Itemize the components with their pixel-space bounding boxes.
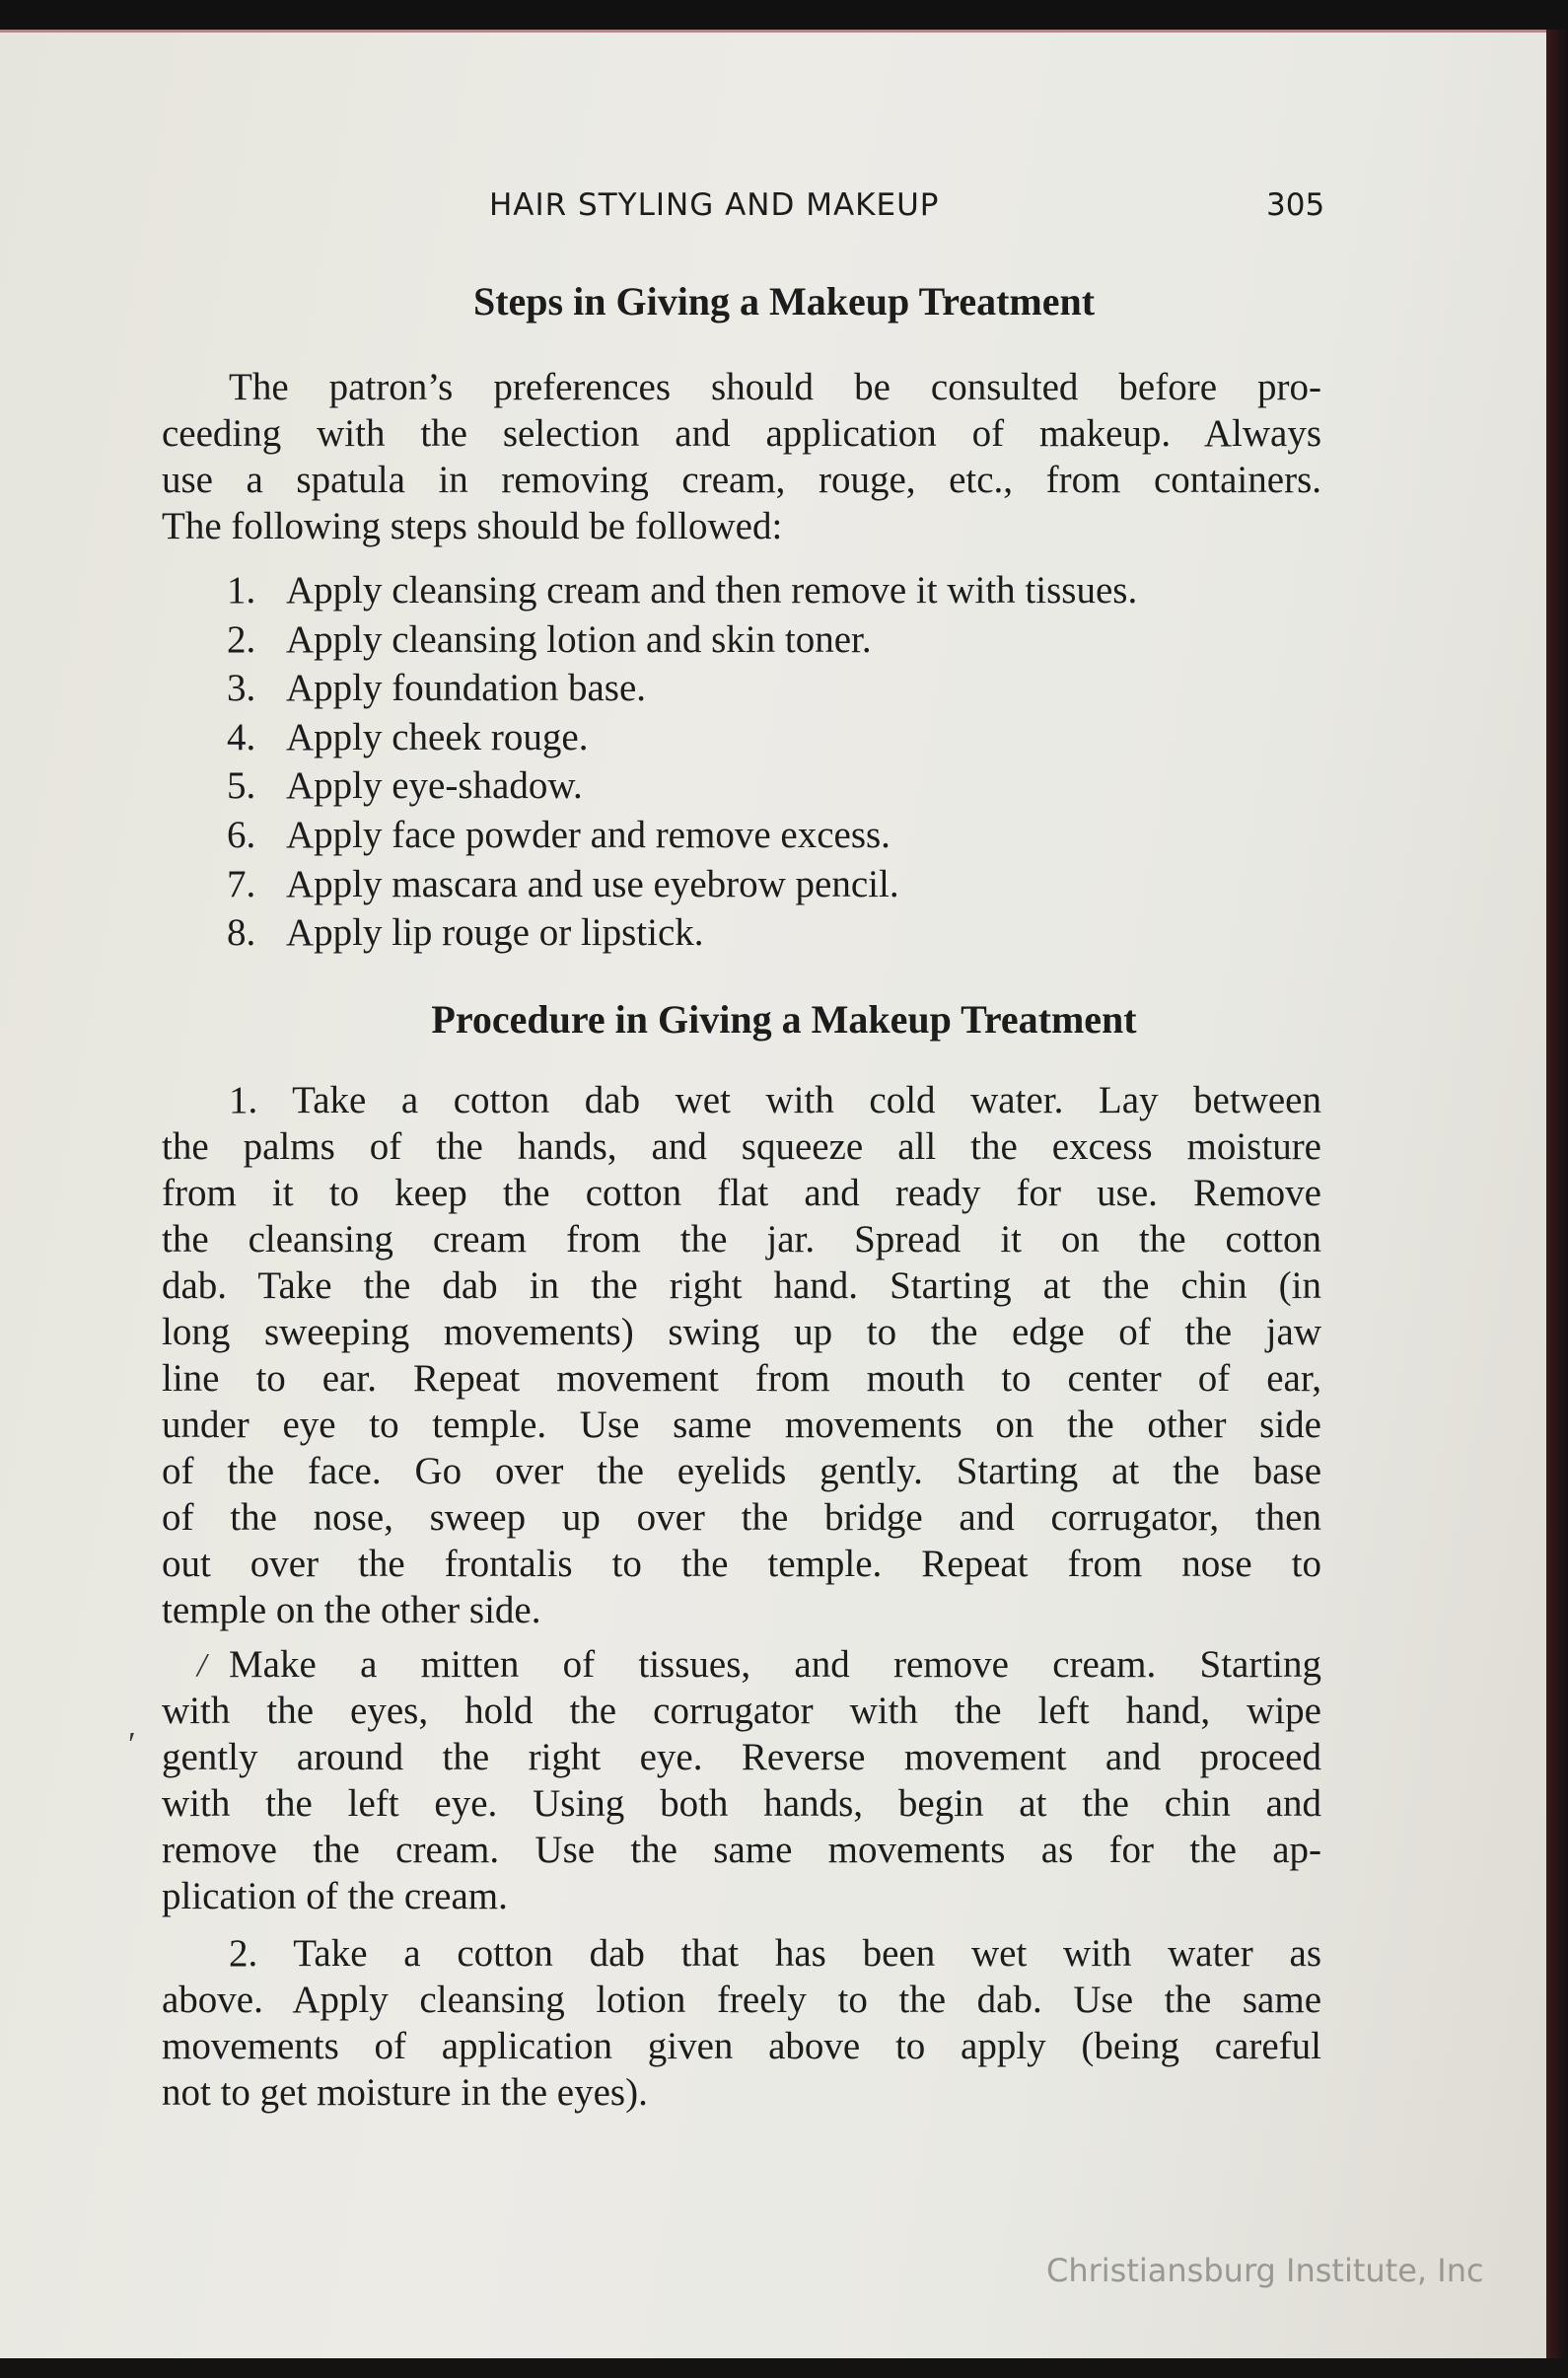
- step-text: Apply cheek rouge.: [286, 715, 589, 758]
- text-line: movements of application given above to apply (being careful: [162, 2025, 1321, 2067]
- steps-list: [227, 566, 1137, 958]
- text-line: The patron’s preferences should be consulted before pro-: [229, 366, 1321, 408]
- text-line: The following steps should be followed:: [162, 505, 783, 547]
- procedure-paragraph-3: [162, 1930, 1321, 2116]
- intro-paragraph: [162, 364, 1321, 549]
- text-line: dab. Take the dab in the right hand. Starting at the chin (in: [162, 1264, 1321, 1307]
- step-number: 8.: [227, 911, 256, 955]
- step-item: [227, 664, 1137, 713]
- text-line: with the left eye. Using both hands, begin at the chin and: [162, 1782, 1321, 1825]
- step-item: [227, 761, 1137, 811]
- step-text: Apply mascara and use eyebrow pencil.: [286, 862, 899, 905]
- text-line: line to ear. Repeat movement from mouth to center of ear,: [162, 1357, 1321, 1400]
- text-line: of the nose, sweep up over the bridge and corrugator, then: [162, 1496, 1321, 1539]
- text-line: gently around the right eye. Reverse movement and proceed: [162, 1736, 1321, 1778]
- step-number: 3.: [227, 667, 256, 710]
- step-number: 6.: [227, 813, 256, 856]
- text-line: of the face. Go over the eyelids gently. Starting at the base: [162, 1450, 1321, 1492]
- text-line: plication of the cream.: [162, 1875, 508, 1917]
- procedure-paragraph-2: [162, 1641, 1321, 1919]
- handwritten-mark: /: [197, 1647, 207, 1684]
- section-title-steps: Steps in Giving a Makeup Treatment: [472, 279, 1096, 324]
- step-text: Apply lip rouge or lipstick.: [286, 911, 704, 955]
- step-text: Apply face powder and remove excess.: [286, 813, 891, 856]
- watermark: Christiansburg Institute, Inc: [1046, 2252, 1484, 2289]
- text-line: ceeding with the selection and application of makeup. Always: [162, 412, 1321, 455]
- text-line: remove the cream. Use the same movements as for the ap-: [162, 1829, 1321, 1871]
- text-line: 1. Take a cotton dab wet with cold water. Lay between: [229, 1079, 1321, 1121]
- page-number: 305: [1266, 187, 1325, 223]
- running-header: HAIR STYLING AND MAKEUP: [489, 187, 940, 223]
- step-number: 5.: [227, 764, 256, 808]
- text-line: not to get moisture in the eyes).: [162, 2071, 648, 2114]
- step-item: [227, 811, 1137, 860]
- step-text: Apply cleansing cream and then remove it with tissues.: [286, 569, 1138, 612]
- book-spine-edge: [1546, 30, 1568, 2378]
- text-line: with the eyes, hold the corrugator with the left hand, wipe: [162, 1690, 1321, 1732]
- section-title-procedure: Procedure in Giving a Makeup Treatment: [431, 997, 1137, 1042]
- step-item: [227, 908, 1137, 958]
- step-item: [227, 566, 1137, 615]
- text-line: use a spatula in removing cream, rouge, etc., from containers.: [162, 459, 1321, 501]
- handwritten-mark: ′: [126, 1726, 134, 1763]
- text-line: above. Apply cleansing lotion freely to the dab. Use the same: [162, 1979, 1321, 2021]
- step-number: 7.: [227, 862, 256, 905]
- step-text: Apply cleansing lotion and skin toner.: [286, 617, 872, 661]
- step-item: [227, 615, 1137, 665]
- step-text: Apply foundation base.: [286, 667, 647, 710]
- step-number: 4.: [227, 715, 256, 758]
- step-text: Apply eye-shadow.: [286, 764, 583, 808]
- text-line: the palms of the hands, and squeeze all the excess moisture: [162, 1125, 1321, 1168]
- text-line: from it to keep the cotton flat and ready for use. Remove: [162, 1172, 1321, 1214]
- step-item: [227, 713, 1137, 762]
- procedure-paragraph-1: [162, 1077, 1321, 1633]
- step-number: 2.: [227, 617, 256, 661]
- step-item: [227, 860, 1137, 909]
- step-number: 1.: [227, 569, 256, 612]
- text-line: under eye to temple. Use same movements on the other side: [162, 1404, 1321, 1446]
- text-line: 2. Take a cotton dab that has been wet with water as: [229, 1932, 1321, 1975]
- bottom-edge: [0, 2358, 1568, 2378]
- text-line: Make a mitten of tissues, and remove cream. Starting: [229, 1643, 1321, 1686]
- text-line: long sweeping movements) swing up to the edge of the jaw: [162, 1311, 1321, 1353]
- text-line: the cleansing cream from the jar. Spread it on the cotton: [162, 1218, 1321, 1261]
- text-line: out over the frontalis to the temple. Repeat from nose to: [162, 1543, 1321, 1585]
- text-line: temple on the other side.: [162, 1589, 541, 1631]
